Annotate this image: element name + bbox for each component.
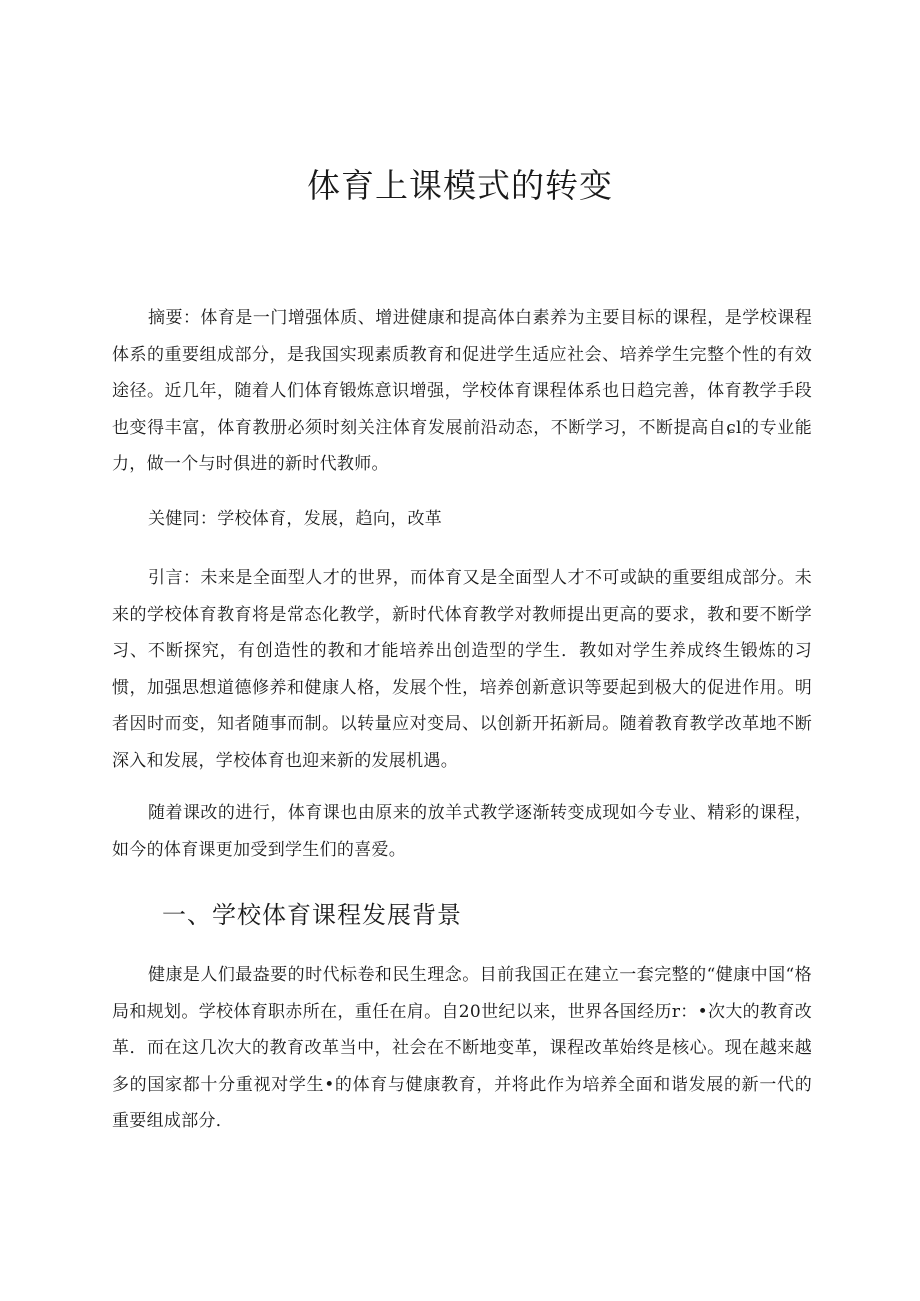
reform-paragraph: 随着课改的进行，体育课也由原来的放羊式教学逐渐转变成现如今专业、精彩的课程，如今的体育课更加受到学生们的喜爱。 bbox=[112, 803, 812, 860]
introduction-paragraph: 引言：未来是全面型人才的世界，而体育又是全面型人才不可或缺的重要组成部分。未来的学校体育教育将是常态化教学，新时代体育教学对教师提出更高的要求，教和要不断学习、不断探究，有创造性的教和才能培养出创造型的学生．教如对学生养成终生锻炼的习惯，加强思想道德修养和健康人格，发展个性，培养创新意识等要起到极大的促进作用。明者因时而变，知者随事而制。以转量应对变局、以创新开拓新局。随着教育教学改革地不断深入和发展，学校体育也迎来新的发展机遇。 bbox=[112, 568, 812, 771]
section-heading: 一、学校体育课程发展背景 bbox=[162, 901, 462, 929]
document-title: 体育上课模式的转变 bbox=[307, 166, 613, 205]
health-paragraph: 健康是人们最盎要的时代标卷和民生理念。目前我国正在建立一套完整的“健康中国“格局和规划。学校体育职赤所在，重任在肩。自20世纪以来，世界各国经历r：•次大的教育改革．而在这几次大的教育改革当中，社会在不断地变革，课程改革始终是核心。现在越来越多的国家都十分重视对学生•的体育与健康教育，并将此作为培养全面和谐发展的新一代的重要组成部分． bbox=[112, 965, 812, 1131]
keywords-line: 关健同：学校体育，发展，趋向，改革 bbox=[148, 509, 443, 529]
abstract-paragraph: 摘要：体育是一门增强体质、增进健康和提高体白素养为主要目标的课程，是学校课程体系的重要组成部分，是我国实现素质教育和促进学生适应社会、培养学生完整个性的有效途径。近几年，随着人们体育锻炼意识增强，学校体育课程体系也日趋完善，体育教学手段也变得丰富，体育教册必须时刻关注体育发展前沿动态，不断学习，不断提高自ɕl的专业能力，做一个与时俱进的新时代教师。 bbox=[112, 308, 812, 474]
